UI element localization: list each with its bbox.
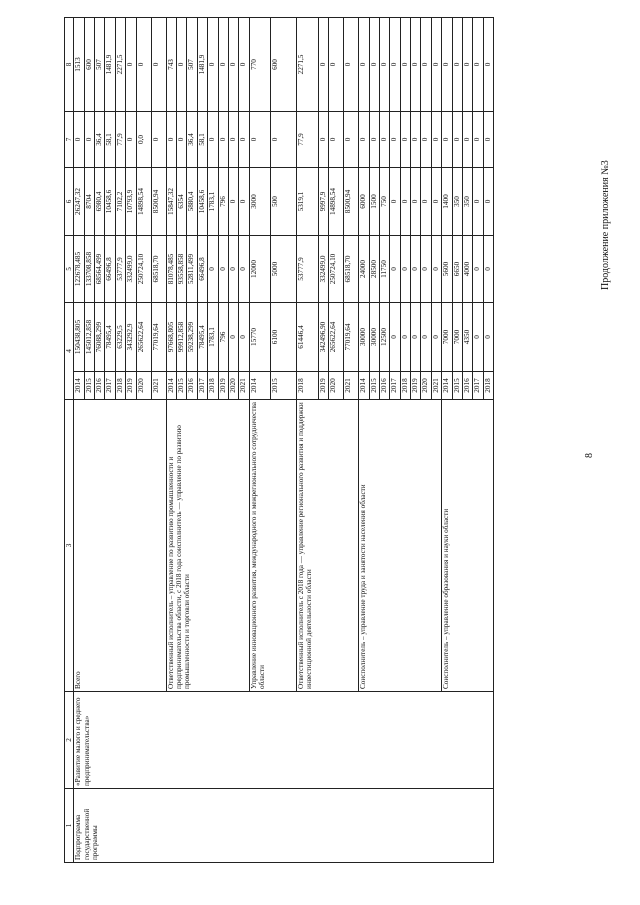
subprogram-label: Подпрограмма государственной программы <box>74 789 494 863</box>
regional-cell: 350 <box>463 168 473 236</box>
total-cell: 78495,4 <box>105 303 115 372</box>
federal-cell: 12000 <box>249 236 270 303</box>
other-cell: 0 <box>228 18 238 112</box>
local-cell: 0 <box>473 112 483 168</box>
year-cell: 2017 <box>473 372 483 400</box>
federal-cell: 0 <box>390 236 400 303</box>
regional-cell: 5319,1 <box>296 168 318 236</box>
year-cell: 2021 <box>151 372 166 400</box>
year-cell: 2018 <box>208 372 218 400</box>
other-cell: 1481,9 <box>105 18 115 112</box>
regional-cell: 0 <box>400 168 410 236</box>
total-cell: 265622,64 <box>329 303 344 372</box>
regional-cell: 1400 <box>442 168 452 236</box>
regional-cell: 6980,4 <box>95 168 105 236</box>
local-cell: 0 <box>329 112 344 168</box>
regional-cell: 796 <box>218 168 228 236</box>
federal-cell: 24000 <box>359 236 369 303</box>
executor-label: Всего <box>74 400 166 692</box>
total-cell: 1783,1 <box>208 303 218 372</box>
other-cell: 0 <box>318 18 328 112</box>
regional-cell: 5880,4 <box>187 168 197 236</box>
year-cell: 2016 <box>187 372 197 400</box>
executor-label: Соисполнитель – управление труда и занятости населения области <box>359 400 442 692</box>
regional-cell: 10458,6 <box>197 168 207 236</box>
total-cell: 265622,64 <box>136 303 151 372</box>
regional-cell: 0 <box>431 168 441 236</box>
local-cell: 0 <box>483 112 493 168</box>
year-cell: 2016 <box>463 372 473 400</box>
total-cell: 76088,299 <box>95 303 105 372</box>
table-body <box>74 18 494 863</box>
local-cell: 0,0 <box>136 112 151 168</box>
total-cell: 78495,4 <box>197 303 207 372</box>
federal-cell: 66496,8 <box>105 236 115 303</box>
federal-cell: 52811,499 <box>187 236 197 303</box>
other-cell: 0 <box>239 18 249 112</box>
total-cell: 77019,64 <box>344 303 359 372</box>
other-cell: 0 <box>369 18 379 112</box>
header-col-1: 1 <box>65 789 74 863</box>
local-cell: 0 <box>400 112 410 168</box>
federal-cell: 0 <box>411 236 421 303</box>
year-cell: 2015 <box>177 372 187 400</box>
federal-cell: 28500 <box>369 236 379 303</box>
regional-cell: 0 <box>411 168 421 236</box>
header-col-5: 5 <box>65 236 74 303</box>
total-cell: 150438,805 <box>74 303 84 372</box>
regional-cell: 8500,94 <box>344 168 359 236</box>
executor-label: Соисполнитель – управление образования и науки области <box>442 400 494 692</box>
total-cell: 63229,5 <box>115 303 125 372</box>
year-cell: 2017 <box>390 372 400 400</box>
local-cell: 0 <box>379 112 389 168</box>
year-cell: 2020 <box>228 372 238 400</box>
other-cell: 600 <box>270 18 296 112</box>
regional-cell: 26247,32 <box>74 168 84 236</box>
other-cell: 0 <box>208 18 218 112</box>
other-cell: 0 <box>151 18 166 112</box>
executor-label: Ответственный исполнитель с 2018 года — управление регионального развития и поддержки инвестиционной деятельности области <box>296 400 358 692</box>
federal-cell: 5000 <box>270 236 296 303</box>
other-cell: 0 <box>126 18 136 112</box>
total-cell: 6100 <box>270 303 296 372</box>
header-col-7: 7 <box>65 112 74 168</box>
other-cell: 0 <box>442 18 452 112</box>
year-cell: 2020 <box>421 372 431 400</box>
year-cell: 2021 <box>344 372 359 400</box>
federal-cell: 53777,9 <box>115 236 125 303</box>
federal-cell: 0 <box>473 236 483 303</box>
executor-label: Ответственный исполнитель – управление по развитию промышленности и предпринимательства области, с 2018 года соисполнитель — управление по развитию промышленности и торговли области <box>166 400 249 692</box>
other-cell: 0 <box>344 18 359 112</box>
year-cell: 2021 <box>239 372 249 400</box>
year-cell: 2017 <box>197 372 207 400</box>
year-cell: 2014 <box>359 372 369 400</box>
federal-cell: 0 <box>483 236 493 303</box>
total-cell: 30000 <box>359 303 369 372</box>
other-cell: 770 <box>249 18 270 112</box>
regional-cell: 350 <box>452 168 462 236</box>
regional-cell: 8704 <box>84 168 94 236</box>
regional-cell: 14898,54 <box>136 168 151 236</box>
other-cell: 0 <box>411 18 421 112</box>
federal-cell: 93558,858 <box>177 236 187 303</box>
total-cell: 4350 <box>463 303 473 372</box>
header-col-4: 4 <box>65 303 74 400</box>
federal-cell: 11750 <box>379 236 389 303</box>
subprogram-name: «Развитие малого и среднего предпринимательства» <box>74 692 494 789</box>
total-cell: 0 <box>411 303 421 372</box>
local-cell: 0 <box>208 112 218 168</box>
header-row <box>65 18 74 863</box>
local-cell: 0 <box>270 112 296 168</box>
total-cell: 7000 <box>452 303 462 372</box>
local-cell: 0 <box>218 112 228 168</box>
total-cell: 0 <box>431 303 441 372</box>
year-cell: 2019 <box>318 372 328 400</box>
page-number: 8 <box>584 453 595 458</box>
other-cell: 0 <box>379 18 389 112</box>
total-cell: 59238,299 <box>187 303 197 372</box>
budget-table <box>64 17 494 863</box>
regional-cell: 3000 <box>249 168 270 236</box>
regional-cell: 7102,2 <box>115 168 125 236</box>
local-cell: 0 <box>166 112 176 168</box>
federal-cell: 332499,0 <box>318 236 328 303</box>
federal-cell: 6650 <box>452 236 462 303</box>
regional-cell: 0 <box>390 168 400 236</box>
total-cell: 0 <box>421 303 431 372</box>
year-cell: 2018 <box>115 372 125 400</box>
federal-cell: 250724,10 <box>136 236 151 303</box>
federal-cell: 250724,10 <box>329 236 344 303</box>
year-cell: 2016 <box>95 372 105 400</box>
regional-cell: 0 <box>421 168 431 236</box>
federal-cell: 0 <box>400 236 410 303</box>
total-cell: 61446,4 <box>296 303 318 372</box>
federal-cell: 68518,70 <box>344 236 359 303</box>
local-cell: 58,1 <box>197 112 207 168</box>
total-cell: 0 <box>228 303 238 372</box>
regional-cell: 14898,54 <box>329 168 344 236</box>
header-col-6: 6 <box>65 168 74 236</box>
regional-cell: 750 <box>379 168 389 236</box>
federal-cell: 0 <box>421 236 431 303</box>
regional-cell: 500 <box>270 168 296 236</box>
total-cell: 342496,90 <box>318 303 328 372</box>
other-cell: 507 <box>187 18 197 112</box>
other-cell: 0 <box>463 18 473 112</box>
total-cell: 796 <box>218 303 228 372</box>
year-cell: 2014 <box>74 372 84 400</box>
federal-cell: 66496,8 <box>197 236 207 303</box>
other-cell: 0 <box>390 18 400 112</box>
regional-cell: 8500,94 <box>151 168 166 236</box>
local-cell: 36,4 <box>187 112 197 168</box>
year-cell: 2021 <box>431 372 441 400</box>
local-cell: 0 <box>249 112 270 168</box>
year-cell: 2015 <box>84 372 94 400</box>
local-cell: 0 <box>126 112 136 168</box>
header-col-3: 3 <box>65 400 74 692</box>
other-cell: 0 <box>421 18 431 112</box>
total-cell: 15770 <box>249 303 270 372</box>
total-cell: 7000 <box>442 303 452 372</box>
other-cell: 0 <box>431 18 441 112</box>
total-cell: 97668,805 <box>166 303 176 372</box>
other-cell: 1513 <box>74 18 84 112</box>
total-cell: 77019,64 <box>151 303 166 372</box>
other-cell: 600 <box>84 18 94 112</box>
year-cell: 2015 <box>452 372 462 400</box>
local-cell: 0 <box>359 112 369 168</box>
executor-label: Управление инновационного развития, международного и межрегионального сотрудничества области <box>249 400 296 692</box>
other-cell: 2271,5 <box>115 18 125 112</box>
federal-cell: 0 <box>218 236 228 303</box>
local-cell: 0 <box>239 112 249 168</box>
other-cell: 0 <box>177 18 187 112</box>
other-cell: 507 <box>95 18 105 112</box>
local-cell: 0 <box>411 112 421 168</box>
year-cell: 2014 <box>442 372 452 400</box>
header-col-8: 8 <box>65 18 74 112</box>
table-row <box>74 18 84 863</box>
federal-cell: 133708,858 <box>84 236 94 303</box>
local-cell: 0 <box>463 112 473 168</box>
local-cell: 0 <box>74 112 84 168</box>
year-cell: 2020 <box>329 372 344 400</box>
year-cell: 2014 <box>166 372 176 400</box>
other-cell: 0 <box>136 18 151 112</box>
federal-cell: 81078,485 <box>166 236 176 303</box>
regional-cell: 0 <box>228 168 238 236</box>
local-cell: 0 <box>421 112 431 168</box>
local-cell: 0 <box>431 112 441 168</box>
local-cell: 0 <box>442 112 452 168</box>
regional-cell: 6000 <box>359 168 369 236</box>
total-cell: 343292,9 <box>126 303 136 372</box>
regional-cell: 1783,1 <box>208 168 218 236</box>
total-cell: 12500 <box>379 303 389 372</box>
year-cell: 2018 <box>400 372 410 400</box>
regional-cell: 0 <box>239 168 249 236</box>
local-cell: 0 <box>344 112 359 168</box>
year-cell: 2016 <box>379 372 389 400</box>
local-cell: 0 <box>177 112 187 168</box>
local-cell: 0 <box>318 112 328 168</box>
federal-cell: 0 <box>228 236 238 303</box>
local-cell: 58,1 <box>105 112 115 168</box>
year-cell: 2018 <box>483 372 493 400</box>
local-cell: 77,9 <box>115 112 125 168</box>
local-cell: 0 <box>151 112 166 168</box>
other-cell: 743 <box>166 18 176 112</box>
year-cell: 2014 <box>249 372 270 400</box>
total-cell: 0 <box>390 303 400 372</box>
federal-cell: 0 <box>431 236 441 303</box>
total-cell: 0 <box>473 303 483 372</box>
regional-cell: 6354 <box>177 168 187 236</box>
other-cell: 1481,9 <box>197 18 207 112</box>
total-cell: 30000 <box>369 303 379 372</box>
continuation-title: Продолжение приложения №3 <box>600 160 611 290</box>
regional-cell: 15847,32 <box>166 168 176 236</box>
other-cell: 0 <box>359 18 369 112</box>
other-cell: 0 <box>400 18 410 112</box>
federal-cell: 5600 <box>442 236 452 303</box>
local-cell: 0 <box>390 112 400 168</box>
local-cell: 0 <box>84 112 94 168</box>
other-cell: 0 <box>452 18 462 112</box>
federal-cell: 68518,70 <box>151 236 166 303</box>
regional-cell: 10458,6 <box>105 168 115 236</box>
federal-cell: 0 <box>208 236 218 303</box>
local-cell: 36,4 <box>95 112 105 168</box>
year-cell: 2017 <box>105 372 115 400</box>
total-cell: 0 <box>239 303 249 372</box>
total-cell: 145012,858 <box>84 303 94 372</box>
year-cell: 2020 <box>136 372 151 400</box>
regional-cell: 0 <box>473 168 483 236</box>
total-cell: 0 <box>400 303 410 372</box>
year-cell: 2019 <box>411 372 421 400</box>
year-cell: 2015 <box>270 372 296 400</box>
other-cell: 0 <box>218 18 228 112</box>
local-cell: 0 <box>369 112 379 168</box>
federal-cell: 68564,499 <box>95 236 105 303</box>
regional-cell: 10793,9 <box>126 168 136 236</box>
federal-cell: 332499,0 <box>126 236 136 303</box>
local-cell: 0 <box>452 112 462 168</box>
total-cell: 0 <box>483 303 493 372</box>
other-cell: 0 <box>473 18 483 112</box>
federal-cell: 0 <box>239 236 249 303</box>
federal-cell: 53777,9 <box>296 236 318 303</box>
local-cell: 0 <box>228 112 238 168</box>
regional-cell: 0 <box>483 168 493 236</box>
other-cell: 0 <box>483 18 493 112</box>
federal-cell: 122678,485 <box>74 236 84 303</box>
header-col-2: 2 <box>65 692 74 789</box>
regional-cell: 1500 <box>369 168 379 236</box>
year-cell: 2019 <box>126 372 136 400</box>
other-cell: 0 <box>329 18 344 112</box>
other-cell: 2271,5 <box>296 18 318 112</box>
regional-cell: 9997,9 <box>318 168 328 236</box>
year-cell: 2018 <box>296 372 318 400</box>
federal-cell: 4000 <box>463 236 473 303</box>
year-cell: 2015 <box>369 372 379 400</box>
year-cell: 2019 <box>218 372 228 400</box>
local-cell: 77,9 <box>296 112 318 168</box>
total-cell: 99912,858 <box>177 303 187 372</box>
